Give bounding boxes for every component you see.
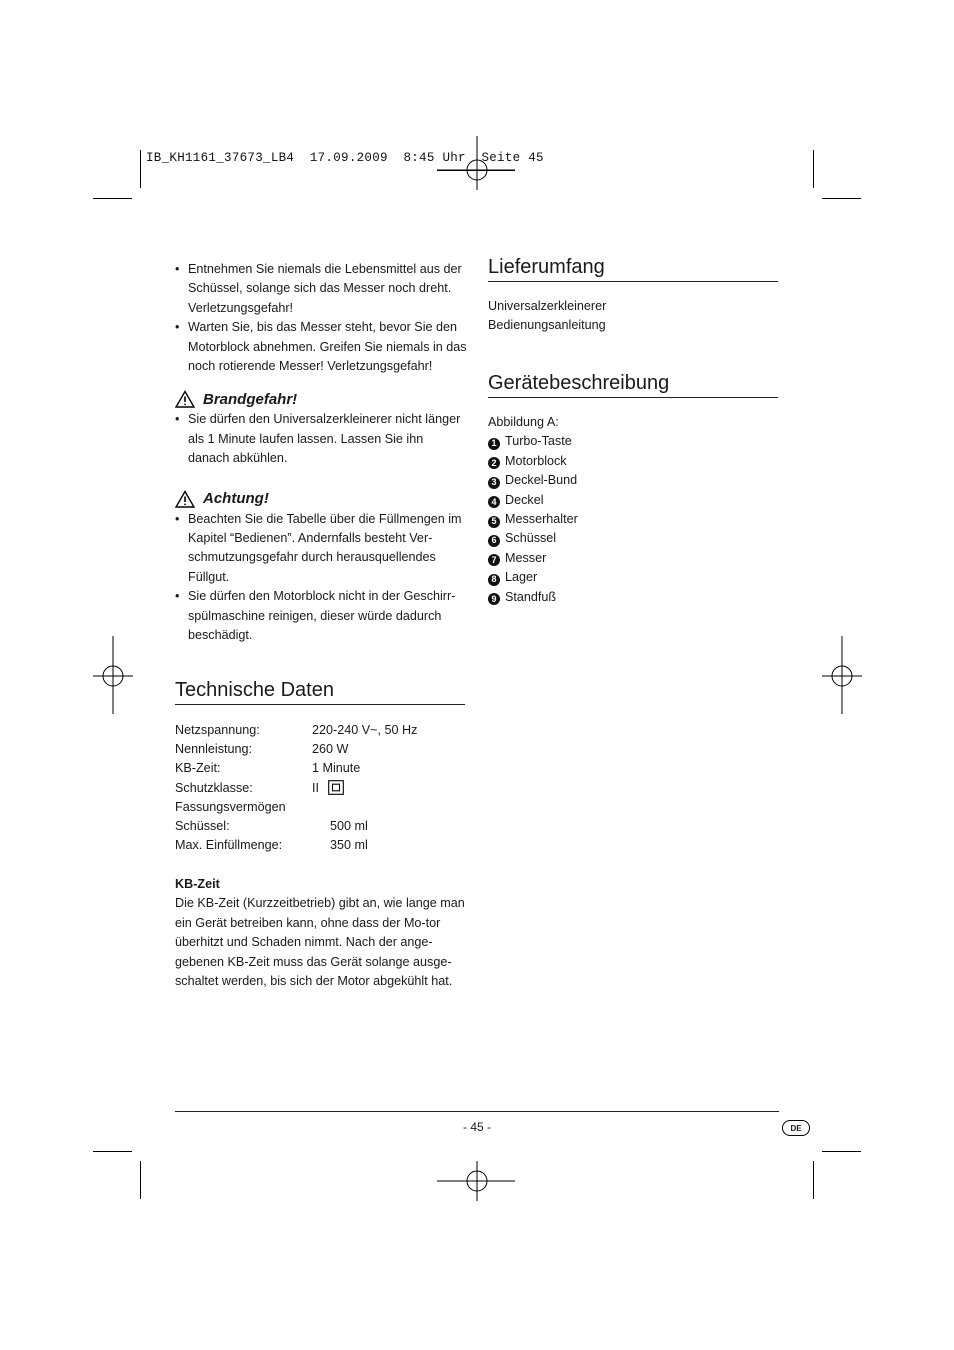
achtung-bullet: • Sie dürfen den Motorblock nicht in der Geschirr-spülmaschine reinigen, dieser würde dadurch beschädigt. bbox=[175, 587, 467, 645]
part-name: Motorblock bbox=[505, 453, 567, 468]
spec-row bbox=[175, 759, 467, 778]
list-item bbox=[488, 471, 778, 490]
capacity-heading bbox=[175, 798, 467, 817]
lieferumfang-item: Bedienungsanleitung bbox=[488, 318, 606, 333]
list-item bbox=[488, 588, 778, 607]
part-name: Messerhalter bbox=[505, 511, 578, 526]
spec-row bbox=[175, 779, 467, 798]
kb-heading: KB-Zeit bbox=[175, 877, 220, 891]
part-number-badge: 9 bbox=[488, 593, 500, 605]
part-number-badge: 8 bbox=[488, 574, 500, 586]
list-item bbox=[488, 529, 778, 548]
capacity-row-value: 500 ml bbox=[330, 818, 368, 833]
list-item bbox=[488, 432, 778, 451]
list-item bbox=[488, 568, 778, 587]
lieferumfang-title: Lieferumfang bbox=[488, 254, 778, 282]
part-name: Schüssel bbox=[505, 531, 557, 546]
brandgefahr-heading bbox=[175, 388, 467, 410]
part-number-badge: 6 bbox=[488, 535, 500, 547]
safety-bullet: • Warten Sie, bis das Messer steht, bevor Sie den Motorblock abnehmen. Greifen Sie niemals in das noch rotierende Messer! Verletzungsgefahr! bbox=[175, 318, 467, 376]
safety-list bbox=[175, 260, 467, 376]
list-item bbox=[488, 510, 778, 529]
left-column bbox=[175, 260, 467, 646]
crop-mark bbox=[140, 1161, 141, 1199]
capacity-row bbox=[175, 836, 467, 855]
slug-underline bbox=[437, 170, 515, 171]
part-number-badge: 3 bbox=[488, 477, 500, 489]
part-name: Lager bbox=[505, 570, 538, 585]
part-name: Deckel bbox=[505, 492, 544, 507]
achtung-title: Achtung! bbox=[203, 489, 269, 507]
capacity-row bbox=[175, 817, 467, 836]
registration-mark-icon bbox=[822, 636, 862, 714]
part-name: Deckel-Bund bbox=[505, 473, 578, 488]
lieferumfang-list bbox=[488, 297, 778, 336]
capacity-label: Fassungsvermögen bbox=[175, 799, 286, 814]
lieferumfang-section bbox=[488, 254, 778, 336]
part-number-badge: 5 bbox=[488, 516, 500, 528]
footer-rule bbox=[175, 1111, 779, 1112]
part-number-badge: 1 bbox=[488, 438, 500, 450]
registration-mark-icon bbox=[437, 1150, 517, 1202]
protection-class-text: II bbox=[312, 780, 319, 795]
brand-bullet: • Sie dürfen den Universalzerkleinerer nicht länger als 1 Minute laufen lassen. Lassen Sie ihn danach abkühlen. bbox=[175, 410, 467, 468]
crop-mark bbox=[822, 1151, 861, 1152]
list-item bbox=[488, 549, 778, 568]
kb-zeit-block bbox=[175, 875, 467, 991]
registration-mark-icon bbox=[437, 136, 517, 208]
part-number-badge: 4 bbox=[488, 496, 500, 508]
crop-mark bbox=[93, 1151, 132, 1152]
figure-label: Abbildung A: bbox=[488, 415, 559, 429]
spec-row bbox=[175, 721, 467, 740]
spec-label: Netzspannung: bbox=[175, 723, 260, 737]
crop-mark bbox=[822, 198, 861, 199]
page-number: - 45 - bbox=[462, 1120, 491, 1134]
part-name: Turbo-Taste bbox=[505, 434, 572, 449]
achtung-list bbox=[175, 510, 467, 646]
warning-triangle-icon bbox=[175, 390, 195, 408]
part-name: Messer bbox=[505, 550, 547, 565]
list-item bbox=[488, 452, 778, 471]
language-badge: DE bbox=[782, 1120, 810, 1136]
tech-title: Technische Daten bbox=[175, 677, 465, 705]
registration-mark-icon bbox=[93, 636, 133, 714]
kb-text: Die KB-Zeit (Kurzzeitbetrieb) gibt an, wie lange man ein Gerät betreiben kann, ohne dass der Mo-tor überhitzt und Schaden nimmt. Nach der ange-gebenen KB-Zeit muss das Gerät solange ausge-schaltet werden, bis sich der Motor abgekühlt hat. bbox=[175, 896, 465, 989]
part-name: Standfuß bbox=[505, 589, 557, 604]
achtung-bullet: • Beachten Sie die Tabelle über die Füllmengen im Kapitel “Bedienen”. Andernfalls besteht Ver-schmutzungsgefahr durch herausquellendes Füllgut. bbox=[175, 510, 467, 588]
safety-bullet: • Entnehmen Sie niemals die Lebensmittel aus der Schüssel, solange sich das Messer noch dreht. Verletzungsgefahr! bbox=[175, 260, 467, 318]
spec-row bbox=[175, 740, 467, 759]
brand-list bbox=[175, 410, 467, 468]
double-insulation-icon bbox=[328, 780, 344, 795]
list-item bbox=[488, 491, 778, 510]
capacity-row-label: Schüssel: bbox=[175, 818, 230, 833]
parts-list bbox=[488, 413, 778, 607]
crop-mark bbox=[813, 1161, 814, 1199]
print-slug: IB_KH1161_37673_LB4 17.09.2009 8:45 Uhr Seite 45 bbox=[146, 151, 544, 165]
tech-section bbox=[175, 677, 465, 705]
achtung-heading bbox=[175, 488, 467, 510]
geraete-section bbox=[488, 370, 778, 607]
brandgefahr-title: Brandgefahr! bbox=[203, 390, 298, 408]
spec-label: Schutzklasse: bbox=[175, 780, 253, 795]
lieferumfang-item: Universalzerkleinerer bbox=[488, 299, 607, 313]
spec-value bbox=[312, 779, 344, 798]
capacity-row-label: Max. Einfüllmenge: bbox=[175, 838, 283, 853]
spec-label: KB-Zeit: bbox=[175, 761, 221, 776]
spec-value: 260 W bbox=[312, 742, 349, 757]
warning-triangle-icon bbox=[175, 490, 195, 508]
spec-value: 220-240 V~, 50 Hz bbox=[312, 723, 418, 737]
geraete-title: Gerätebeschreibung bbox=[488, 370, 778, 398]
part-number-badge: 7 bbox=[488, 554, 500, 566]
crop-mark bbox=[140, 150, 141, 188]
capacity-row-value: 350 ml bbox=[330, 838, 368, 853]
part-number-badge: 2 bbox=[488, 457, 500, 469]
crop-mark bbox=[93, 198, 132, 199]
spec-label: Nennleistung: bbox=[175, 742, 253, 757]
crop-mark bbox=[813, 150, 814, 188]
spec-table bbox=[175, 721, 467, 855]
spec-value: 1 Minute bbox=[312, 761, 361, 776]
